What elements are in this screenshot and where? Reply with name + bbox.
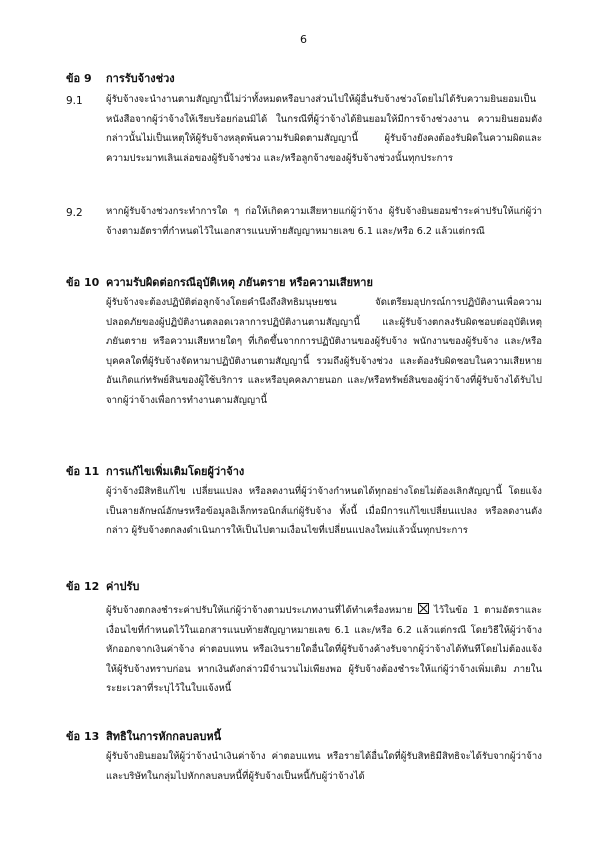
section-11-text: ผู้ว่าจ้างมีสิทธิแก้ไข เปลี่ยนแปลง หรือลดงานที่ผู้ว่าจ้างกำหนดได้ทุกอย่างโดยไม่ต้องเลิกสัญญานี้ โดยแจ้งเป็นลายลักษณ์อักษรหรือข้อมูลอิเล็กทรอนิกส์แก่ผู้รับจ้าง ทั้งนี้ เมื่อมีการแก้ไขเปลี่ยนแปลง หรือลดงานดังกล่าว ผู้รับจ้างตกลงดำเนินการให้เป็นไปตามเงื่อนไขที่เปลี่ยนแปลงใหม่แล้วนั้นทุกประการ	[106, 486, 542, 536]
section-9-heading	[66, 69, 175, 87]
section-10-number: ข้อ 10	[66, 276, 100, 289]
section-13-title: สิทธิในการหักกลบลบหนี้	[106, 730, 222, 743]
clause-9-1-text: ผู้รับจ้างจะนำงานตามสัญญานี้ไม่ว่าทั้งหมดหรือบางส่วนไปให้ผู้อื่นรับจ้างช่วงโดยไม่ได้รับความยินยอมเป็นหนังสือจากผู้ว่าจ้างให้เรียบร้อยก่อนมิได้ ในกรณีที่ผู้ว่าจ้างได้ยินยอมให้มีการจ้างช่วงงาน ความยินยอมดังกล่าวนั้นไม่เป็นเหตุให้ผู้รับจ้างหลุดพ้นความรับผิดตามสัญญานี้ ผู้รับจ้างยังคงต้องรับผิดในความผิดและความประมาทเลินเล่อของผู้รับจ้างช่วง และ/หรือลูกจ้างของผู้รับจ้างช่วงนั้นทุกประการ	[106, 94, 542, 164]
section-11-heading	[66, 462, 244, 480]
section-11-number: ข้อ 11	[66, 465, 100, 478]
section-12-heading	[66, 577, 139, 595]
section-10-text: ผู้รับจ้างจะต้องปฏิบัติต่อลูกจ้างโดยคำนึงถึงสิทธิมนุษยชน จัดเตรียมอุปกรณ์การปฏิบัติงานเพื่อความปลอดภัยของผู้ปฏิบัติงานตลอดเวลาการปฏิบัติงานตามสัญญานี้ และผู้รับจ้างตกลงรับผิดชอบต่ออุบัติเหตุ ภยันตราย หรือความเสียหายใดๆ ที่เกิดขึ้นจากการปฏิบัติงานของผู้รับจ้าง พนักงานของผู้รับจ้าง และ/หรือบุคคลใดที่ผู้รับจ้างจัดหามาปฏิบัติงานตามสัญญานี้ รวมถึงผู้รับจ้างช่วง และต้องรับผิดชอบในความเสียหายอันเกิดแก่ทรัพย์สินของผู้ใช้บริการ และหรือบุคคลภายนอก และ/หรือทรัพย์สินของผู้ว่าจ้างที่ผู้รับจ้างได้รับไปจากผู้ว่าจ้างเพื่อการทำงานตามสัญญานี้	[106, 297, 542, 406]
clause-9-2-number: 9.2	[66, 207, 83, 219]
section-13-text: ผู้รับจ้างยินยอมให้ผู้ว่าจ้างนำเงินค่าจ้าง ค่าตอบแทน หรือรายได้อื่นใดที่ผู้รับสิทธิมีสิทธิจะได้รับจากผู้ว่าจ้างและบริษัทในกลุ่มไปหักกลบลบหนี้ที่ผู้รับจ้างเป็นหนี้กับผู้ว่าจ้างได้	[106, 751, 542, 782]
page-number: 6	[300, 33, 307, 46]
section-12-text-after: ไว้ในข้อ 1 ตามอัตราและเงื่อนไขที่กำหนดไว้ในเอกสารแนบท้ายสัญญาหมายเลข 6.1 และ/หรือ 6.2 แล้วแต่กรณี โดยวิธีให้ผู้ว่าจ้างหักออกจากเงินค่าจ้าง ค่าตอบแทน หรือเงินรายใดอื่นใดที่ผู้รับจ้างค้างรับจากผู้ว่าจ้างได้ทันทีโดยไม่ต้องแจ้งให้ผู้รับจ้างทราบก่อน หากเงินดังกล่าวมีจำนวนไม่เพียงพอ ผู้รับจ้างต้องชำระให้แก่ผู้ว่าจ้างเพิ่มเติม ภายในระยะเวลาที่ระบุไว้ในใบแจ้งหนี้	[106, 605, 542, 694]
section-12-text-before: ผู้รับจ้างตกลงชำระค่าปรับให้แก่ผู้ว่าจ้างตามประเภทงานที่ได้ทำเครื่องหมาย	[106, 605, 413, 616]
section-13-number: ข้อ 13	[66, 730, 100, 743]
section-10-title: ความรับผิดต่อกรณีอุบัติเหตุ ภยันตราย หรือความเสียหาย	[106, 276, 373, 289]
section-9-title: การรับจ้างช่วง	[106, 72, 175, 85]
section-13-heading	[66, 727, 221, 745]
section-10-heading	[66, 273, 373, 291]
section-9-number: ข้อ 9	[66, 72, 92, 85]
section-12-title: ค่าปรับ	[106, 580, 140, 593]
clause-9-2-text: หากผู้รับจ้างช่วงกระทำการใด ๆ ก่อให้เกิดความเสียหายแก่ผู้ว่าจ้าง ผู้รับจ้างยินยอมชำระค่าปรับให้แก่ผู้ว่าจ้างตามอัตราที่กำหนดไว้ในเอกสารแนบท้ายสัญญาหมายเลข 6.1 และ/หรือ 6.2 แล้วแต่กรณี	[106, 206, 542, 237]
clause-9-1-number: 9.1	[66, 95, 83, 107]
section-12-text	[106, 601, 542, 699]
section-12-number: ข้อ 12	[66, 580, 100, 593]
checked-box-icon	[418, 603, 429, 614]
section-11-title: การแก้ไขเพิ่มเติมโดยผู้ว่าจ้าง	[106, 465, 245, 478]
